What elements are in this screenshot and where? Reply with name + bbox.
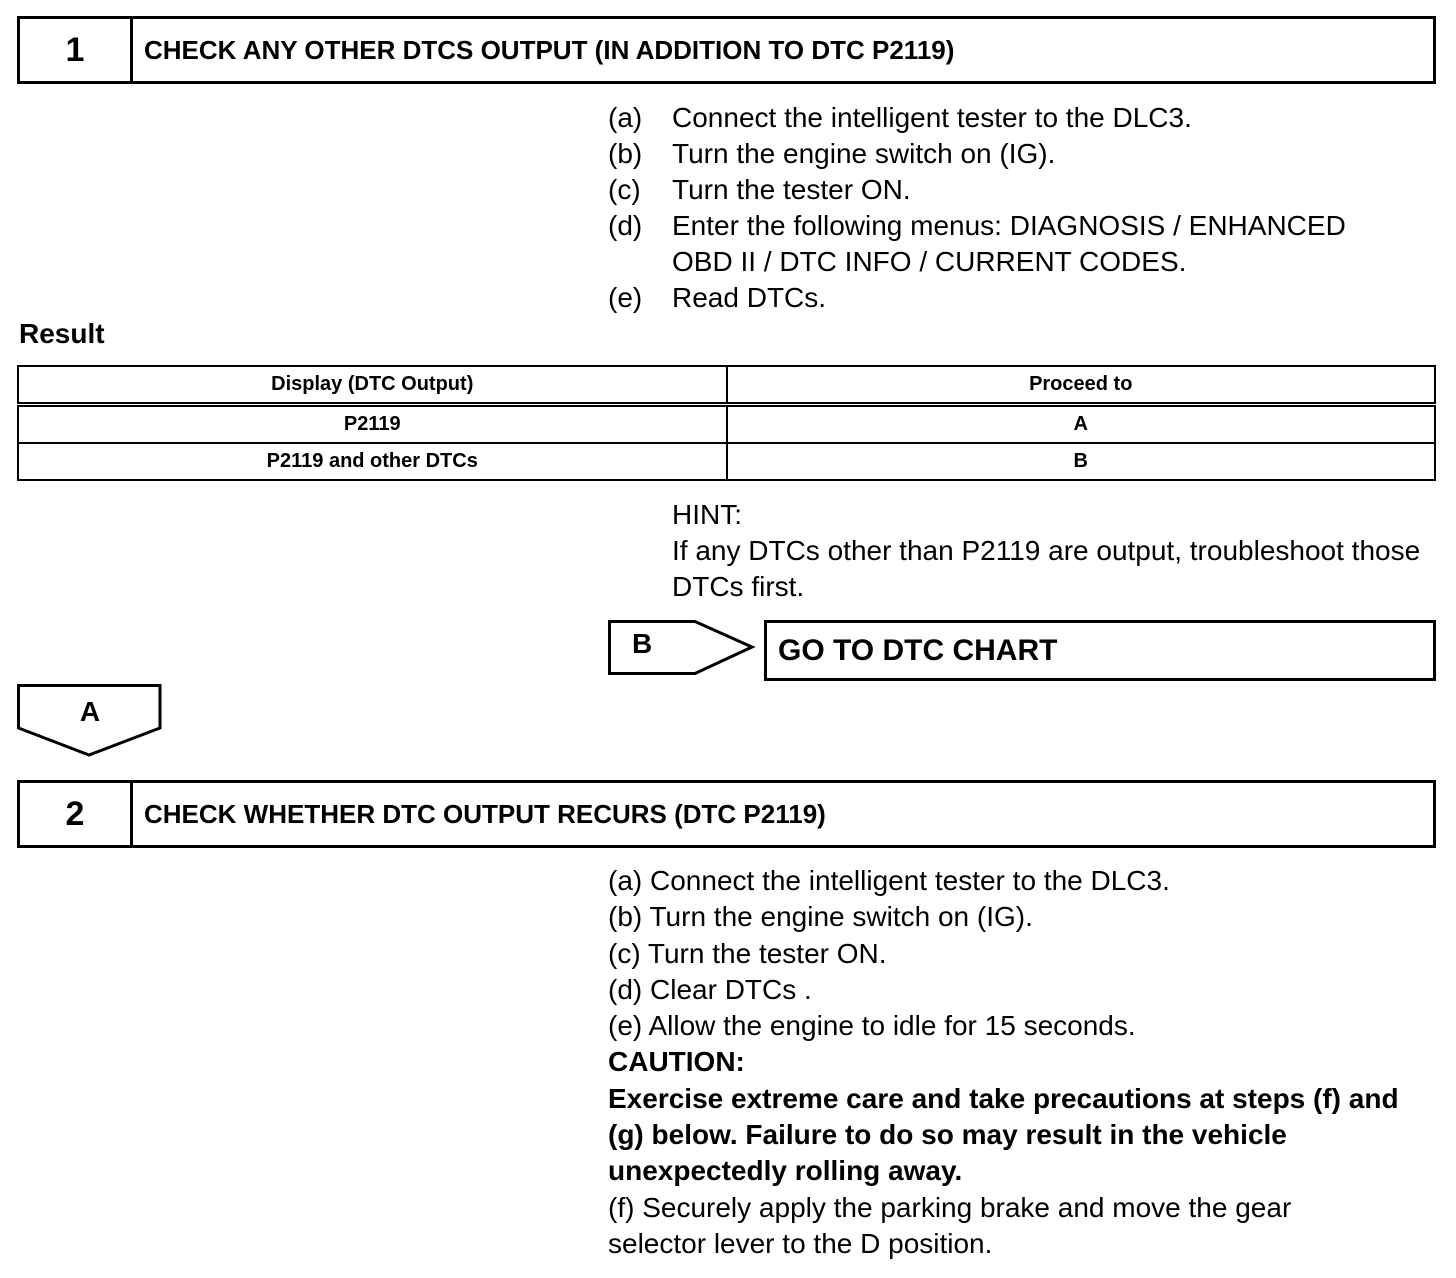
instruction-label: (a)	[608, 102, 643, 133]
instruction-line: (a) Connect the intelligent tester to the DLC3.	[608, 865, 1170, 896]
instruction-text: Connect the intelligent tester to the DLC3.	[672, 102, 1192, 133]
instruction-label: (c)	[608, 174, 641, 205]
instruction-text: Enter the following menus: DIAGNOSIS / ENHANCED OBD II / DTC INFO / CURRENT CODES.	[672, 210, 1346, 277]
table-cell: P2119	[18, 405, 727, 444]
table-header-row	[18, 366, 1435, 405]
instruction-line: (c) Turn the tester ON.	[608, 937, 887, 969]
instruction-label: (d)	[608, 210, 643, 241]
step-2-number: 2	[20, 783, 133, 845]
step-2-instructions	[608, 863, 1438, 1262]
instruction-item	[608, 136, 1412, 172]
hint-label: HINT:	[672, 499, 742, 530]
instruction-line: (b) Turn the engine switch on (IG).	[608, 901, 1033, 933]
step-2-header	[17, 780, 1436, 848]
instruction-item	[608, 280, 1412, 316]
table-cell: A	[727, 405, 1436, 444]
hint-text: If any DTCs other than P2119 are output, troubleshoot those DTCs first.	[672, 535, 1421, 602]
instruction-item	[608, 172, 1412, 208]
go-to-dtc-chart-box[interactable]: GO TO DTC CHART	[764, 620, 1436, 681]
step-1-instructions	[608, 100, 1412, 316]
column-header-display: Display (DTC Output)	[18, 366, 727, 405]
instruction-item	[608, 208, 1412, 280]
column-header-proceed: Proceed to	[727, 366, 1436, 405]
result-table	[17, 365, 1436, 481]
hint-block	[672, 497, 1432, 605]
step-1-title: CHECK ANY OTHER DTCS OUTPUT (IN ADDITION TO DTC P2119)	[144, 34, 955, 65]
step-2-title: CHECK WHETHER DTC OUTPUT RECURS (DTC P2119)	[144, 798, 826, 829]
instruction-text: Turn the engine switch on (IG).	[672, 138, 1056, 169]
table-row	[18, 405, 1435, 444]
step-1-number: 1	[20, 19, 133, 81]
branch-a-label: A	[79, 696, 101, 727]
branch-a-tag[interactable]	[17, 684, 163, 763]
instruction-label: (b)	[608, 138, 643, 169]
instruction-line: (e) Allow the engine to idle for 15 seconds.	[608, 1010, 1136, 1042]
instruction-line: (d) Clear DTCs .	[608, 973, 812, 1005]
table-cell: B	[727, 443, 1436, 480]
table-row	[18, 443, 1435, 480]
result-label: Result	[19, 318, 105, 349]
step-1-header	[17, 16, 1436, 84]
branch-b-arrow-icon	[608, 620, 758, 676]
caution-label: CAUTION:	[608, 1046, 745, 1078]
instruction-text: Read DTCs.	[672, 282, 827, 313]
instruction-item	[608, 100, 1412, 136]
table-cell: P2119 and other DTCs	[18, 443, 727, 480]
instruction-text: Turn the tester ON.	[672, 174, 911, 205]
caution-text: Exercise extreme care and take precautions at steps (f) and (g) below. Failure to do so may result in the vehicle unexpectedly rolling away.	[608, 1082, 1399, 1187]
branch-b-label: B	[632, 628, 653, 659]
instruction-label: (e)	[608, 282, 643, 313]
branch-b-tag[interactable]	[608, 620, 758, 681]
step-f-text: (f) Securely apply the parking brake and move the gear selector lever to the D position.	[608, 1191, 1292, 1259]
